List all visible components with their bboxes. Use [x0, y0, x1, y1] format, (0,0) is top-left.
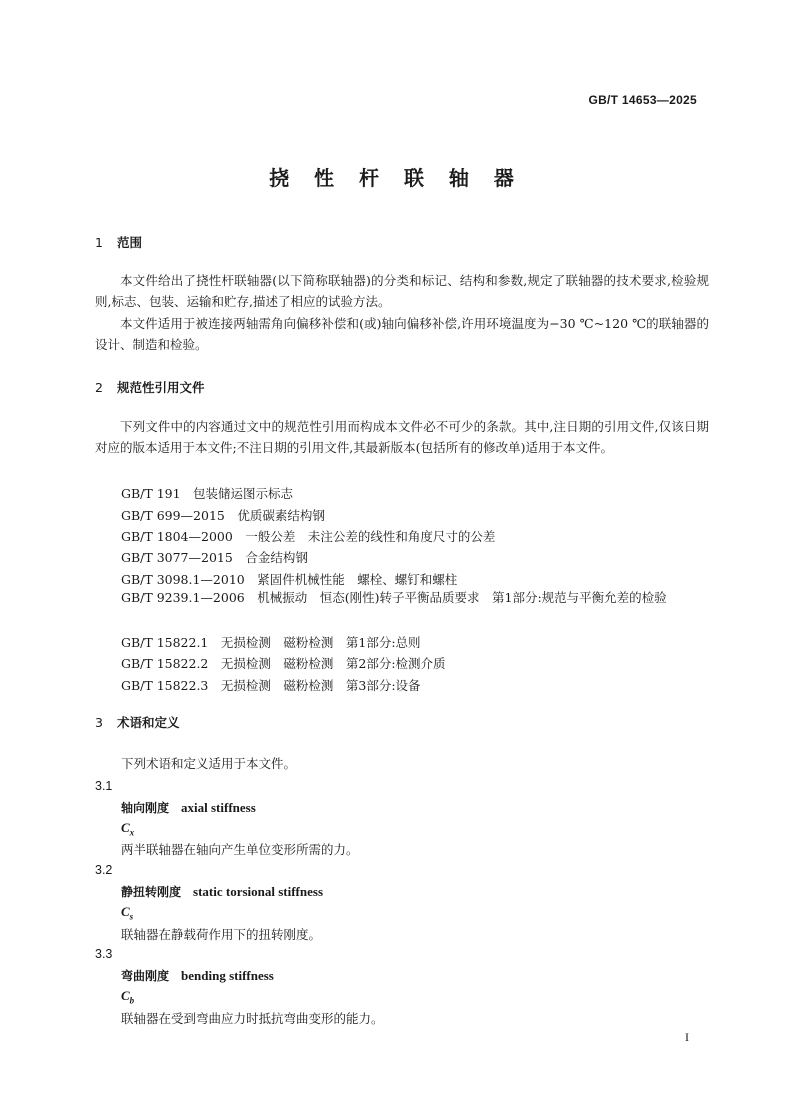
term-number: 3.1 — [95, 779, 113, 793]
symbol-letter: C — [121, 820, 130, 835]
section-2-heading — [95, 378, 205, 396]
symbol-subscript: b — [129, 995, 135, 1006]
reference-item: GB/T 15822.1 无损检测 磁粉检测 第1部分:总则 — [121, 635, 421, 650]
term-name — [121, 967, 274, 984]
term-name — [121, 799, 256, 816]
page-number: I — [685, 1030, 689, 1044]
section-number: 3 — [95, 715, 103, 730]
scope-paragraph-1: 本文件给出了挠性杆联轴器(以下简称联轴器)的分类和标记、结构和参数,规定了联轴器的技术要求,检验规则,标志、包装、运输和贮存,描述了相应的试验方法。 — [95, 273, 709, 310]
term-name — [121, 883, 323, 900]
section-3-heading — [95, 713, 180, 731]
section-number: 2 — [95, 380, 103, 395]
symbol-subscript: s — [129, 911, 134, 922]
term-en: axial stiffness — [181, 800, 256, 815]
term-zh: 轴向刚度 — [121, 801, 170, 815]
reference-item: GB/T 15822.3 无损检测 磁粉检测 第3部分:设备 — [121, 678, 421, 693]
section-title: 术语和定义 — [117, 715, 180, 730]
term-en: static torsional stiffness — [193, 884, 324, 899]
term-number: 3.3 — [95, 947, 113, 961]
symbol-subscript: x — [129, 827, 135, 838]
document-title: 挠 性 杆 联 轴 器 — [269, 166, 523, 190]
reference-item: GB/T 3077—2015 合金结构钢 — [121, 550, 308, 565]
references-intro: 下列文件中的内容通过文中的规范性引用而构成本文件必不可少的条款。其中,注日期的引用文件,仅该日期对应的版本适用于本文件;不注日期的引用文件,其最新版本(包括所有的修改单)适用于本文件。 — [95, 419, 709, 456]
reference-item: GB/T 3098.1—2010 紧固件机械性能 螺栓、螺钉和螺柱 — [121, 572, 458, 587]
reference-item: GB/T 1804—2000 一般公差 未注公差的线性和角度尺寸的公差 — [121, 529, 496, 544]
term-en: bending stiffness — [181, 968, 274, 983]
section-title: 范围 — [117, 235, 143, 250]
reference-item: GB/T 9239.1—2006 机械振动 恒态(刚性)转子平衡品质要求 第1部分:规范与平衡允差的检验 — [121, 590, 667, 605]
term-definition: 两半联轴器在轴向产生单位变形所需的力。 — [121, 842, 359, 857]
term-symbol — [121, 904, 133, 922]
section-number: 1 — [95, 235, 103, 250]
section-title: 规范性引用文件 — [117, 380, 205, 395]
term-symbol — [121, 988, 134, 1006]
scope-paragraph-2: 本文件适用于被连接两轴需角向偏移补偿和(或)轴向偏移补偿,许用环境温度为−30 ℃~120 ℃的联轴器的设计、制造和检验。 — [95, 316, 709, 353]
terms-intro: 下列术语和定义适用于本文件。 — [121, 756, 297, 771]
reference-item: GB/T 699—2015 优质碳素结构钢 — [121, 508, 325, 523]
symbol-letter: C — [121, 904, 130, 919]
term-definition: 联轴器在受到弯曲应力时抵抗弯曲变形的能力。 — [121, 1011, 384, 1026]
term-zh: 静扭转刚度 — [121, 885, 182, 899]
reference-item: GB/T 15822.2 无损检测 磁粉检测 第2部分:检测介质 — [121, 656, 446, 671]
reference-item: GB/T 191 包装储运图示标志 — [121, 486, 294, 501]
term-definition: 联轴器在静载荷作用下的扭转刚度。 — [121, 927, 322, 942]
term-number: 3.2 — [95, 863, 113, 877]
term-symbol — [121, 820, 134, 838]
symbol-letter: C — [121, 988, 130, 1003]
term-zh: 弯曲刚度 — [121, 969, 170, 983]
standard-number: GB/T 14653—2025 — [588, 93, 697, 107]
section-1-heading — [95, 233, 142, 251]
